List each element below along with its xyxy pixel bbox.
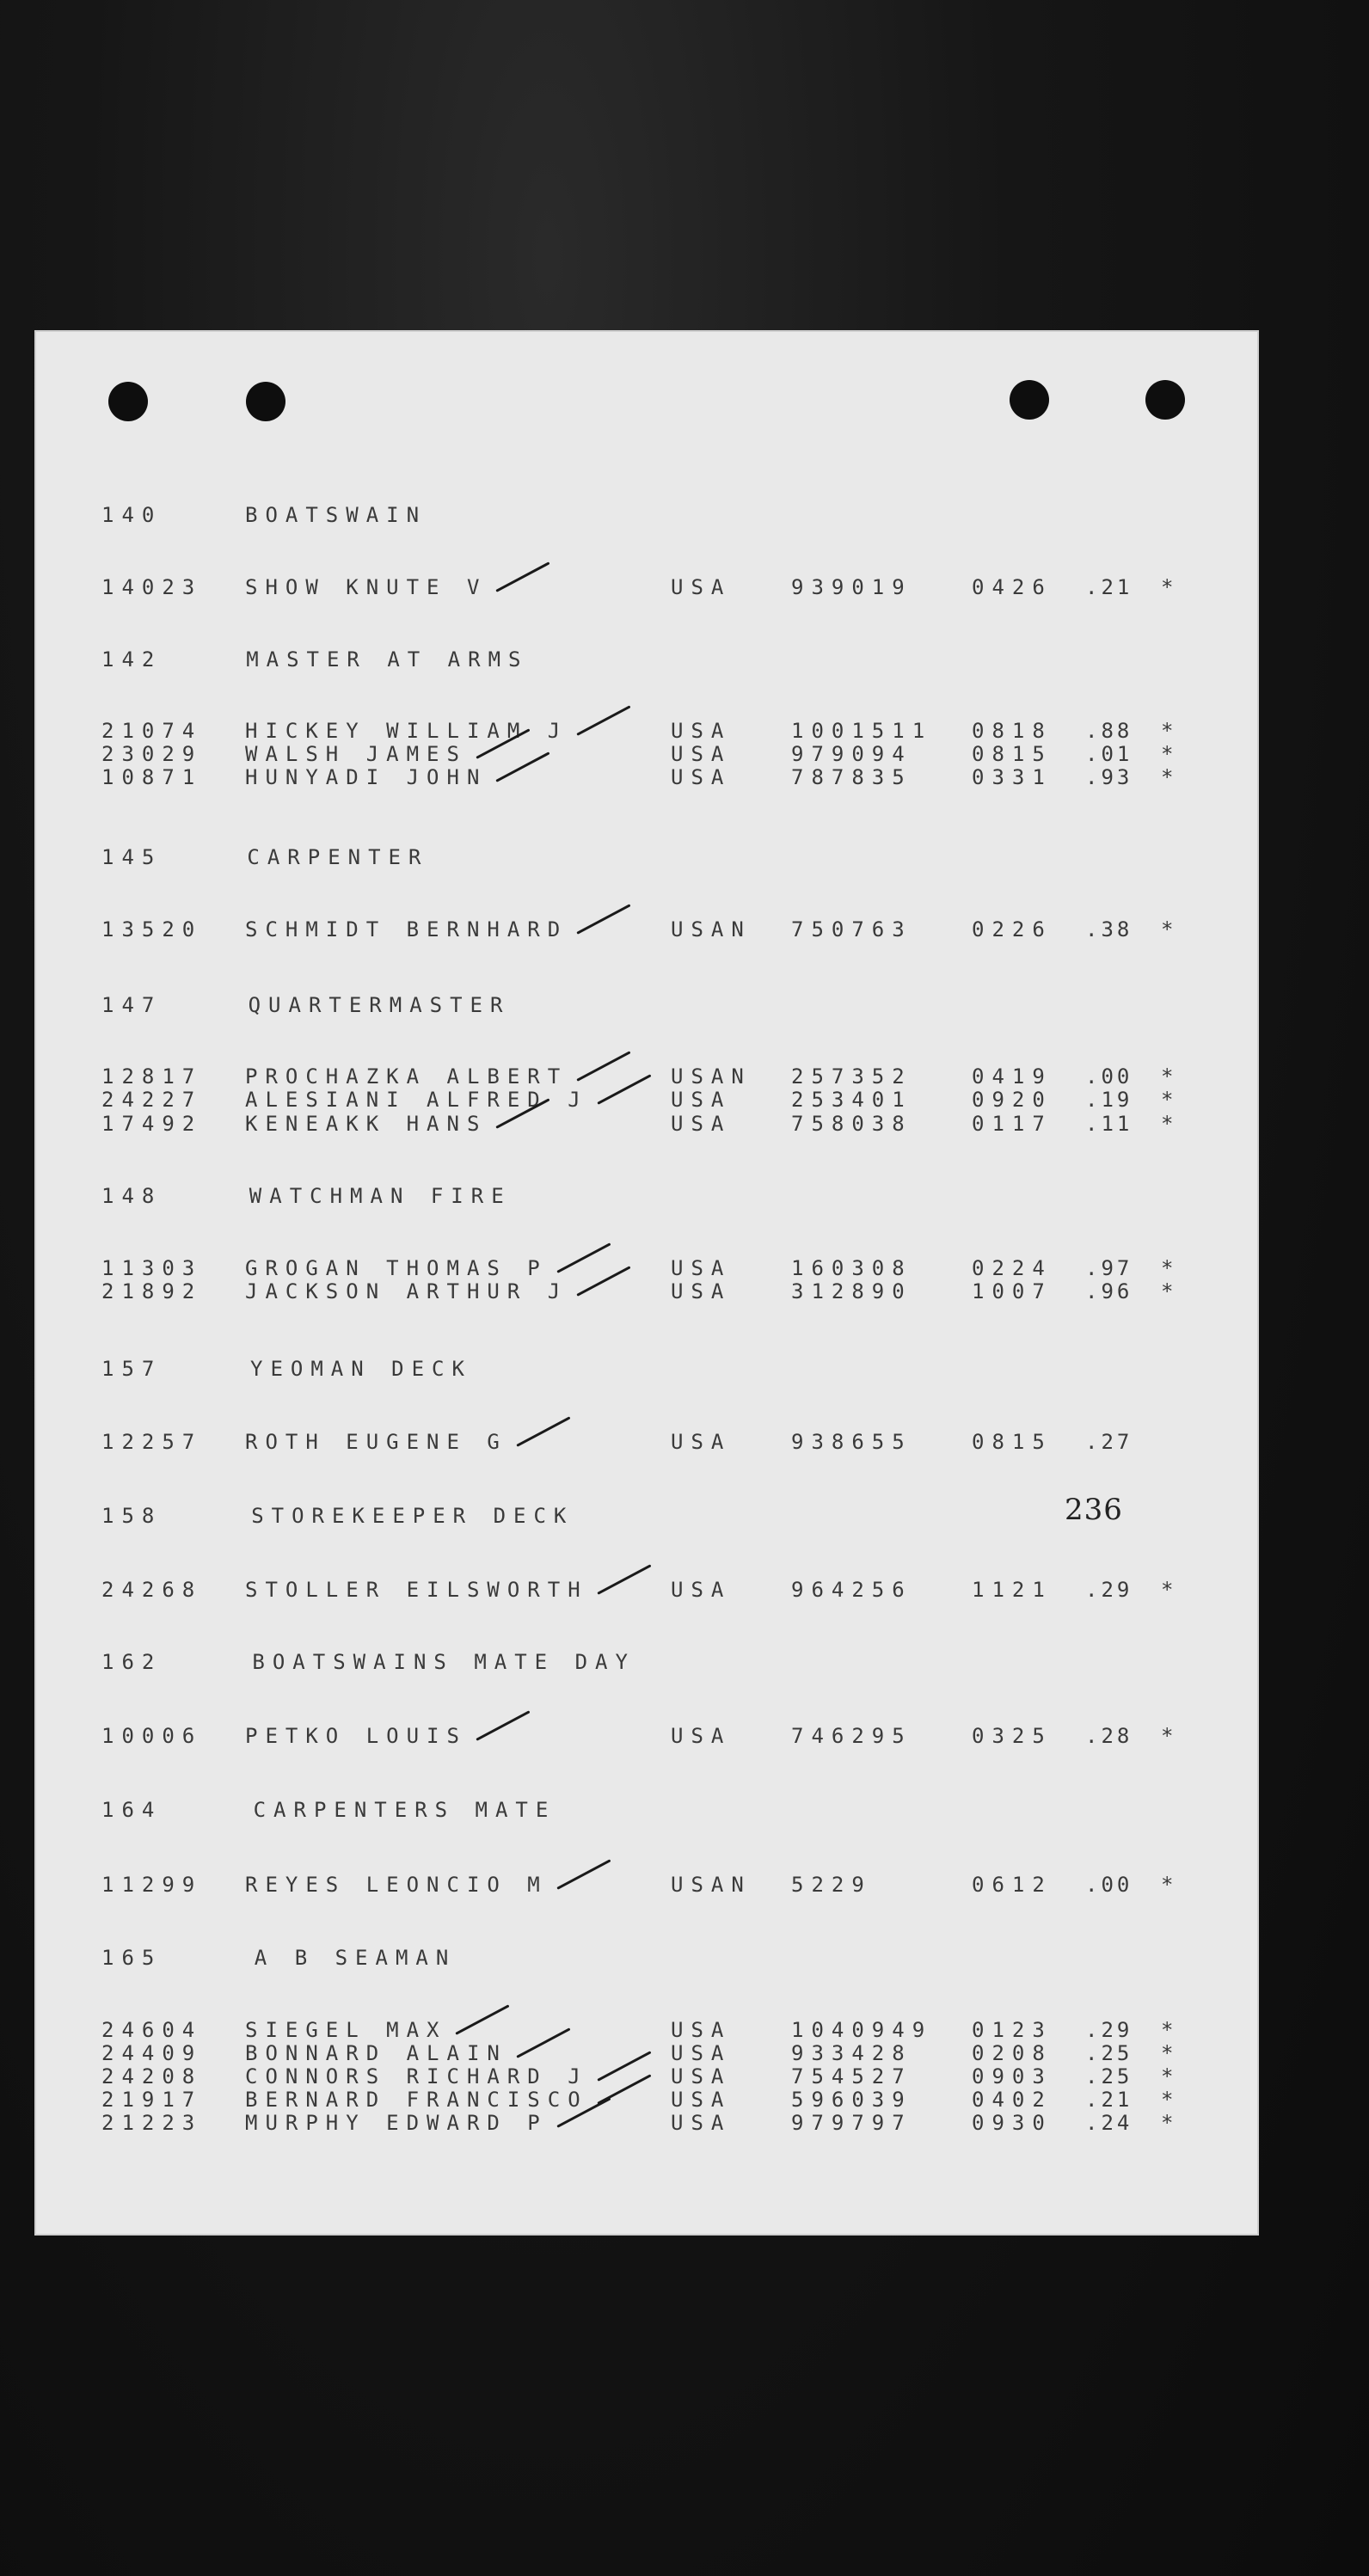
rate-value: .93 bbox=[1085, 765, 1133, 789]
asterisk-mark: * bbox=[1161, 1724, 1174, 1748]
date-code: 0930 bbox=[972, 2111, 1053, 2135]
asterisk-mark: * bbox=[1161, 1873, 1174, 1897]
handwritten-page-number: 236 bbox=[1065, 1493, 1123, 1527]
rate-value: .96 bbox=[1085, 1279, 1133, 1303]
crew-name: BERNARD FRANCISCO bbox=[245, 2088, 588, 2112]
citizenship: USA bbox=[671, 742, 732, 766]
rate-value: .27 bbox=[1085, 1430, 1133, 1454]
crew-id: 11303 bbox=[101, 1256, 203, 1280]
section-heading bbox=[34, 844, 1238, 870]
crew-id: 23029 bbox=[101, 742, 203, 766]
crew-entry bbox=[34, 1064, 1238, 1089]
section-code: 157 bbox=[101, 1357, 163, 1381]
crew-id: 21917 bbox=[101, 2088, 203, 2112]
asterisk-mark: * bbox=[1161, 1279, 1174, 1303]
crew-entry bbox=[34, 764, 1238, 790]
asterisk-mark: * bbox=[1161, 2018, 1174, 2042]
certificate-number: 979797 bbox=[791, 2111, 912, 2135]
punch-hole-1 bbox=[108, 382, 148, 421]
section-heading bbox=[34, 1649, 1238, 1675]
citizenship: USA bbox=[671, 2064, 732, 2088]
crew-name: REYES LEONCIO M bbox=[245, 1873, 548, 1897]
date-code: 0226 bbox=[972, 917, 1053, 941]
section-heading bbox=[34, 1797, 1238, 1823]
certificate-number: 746295 bbox=[791, 1724, 912, 1748]
asterisk-mark: * bbox=[1161, 1064, 1174, 1089]
crew-name: SCHMIDT BERNHARD bbox=[245, 917, 568, 941]
section-heading bbox=[34, 992, 1238, 1018]
crew-entry bbox=[34, 2087, 1238, 2113]
certificate-number: 5229 bbox=[791, 1873, 872, 1897]
asterisk-mark: * bbox=[1161, 1112, 1174, 1136]
citizenship: USA bbox=[671, 1724, 732, 1748]
crew-entry bbox=[34, 574, 1238, 600]
certificate-number: 938655 bbox=[791, 1430, 912, 1454]
crew-id: 21892 bbox=[101, 1279, 203, 1303]
citizenship: USA bbox=[671, 1112, 732, 1136]
crew-name: BONNARD ALAIN bbox=[245, 2041, 507, 2065]
crew-entry bbox=[34, 2040, 1238, 2066]
date-code: 0815 bbox=[972, 742, 1053, 766]
date-code: 0818 bbox=[972, 719, 1053, 743]
section-title: A B SEAMAN bbox=[254, 1946, 457, 1970]
date-code: 0208 bbox=[972, 2041, 1053, 2065]
date-code: 0815 bbox=[972, 1430, 1053, 1454]
crew-name: HUNYADI JOHN bbox=[245, 765, 488, 789]
rate-value: .25 bbox=[1085, 2041, 1133, 2065]
citizenship: USA bbox=[671, 2018, 732, 2042]
crew-name: ALESIANI ALFRED J bbox=[245, 1088, 588, 1112]
certificate-number: 750763 bbox=[791, 917, 912, 941]
crew-name: KENEAKK HANS bbox=[245, 1112, 488, 1136]
section-code: 145 bbox=[101, 845, 163, 869]
section-code: 142 bbox=[101, 647, 163, 672]
citizenship: USA bbox=[671, 1088, 732, 1112]
certificate-number: 939019 bbox=[791, 575, 912, 599]
section-code: 165 bbox=[101, 1946, 163, 1970]
rate-value: .29 bbox=[1085, 2018, 1133, 2042]
citizenship: USA bbox=[671, 2041, 732, 2065]
crew-name: STOLLER EILSWORTH bbox=[245, 1578, 588, 1602]
certificate-number: 1001511 bbox=[791, 719, 933, 743]
punch-hole-3 bbox=[1010, 380, 1049, 420]
crew-id: 10871 bbox=[101, 765, 203, 789]
crew-name: PETKO LOUIS bbox=[245, 1724, 467, 1748]
date-code: 0402 bbox=[972, 2088, 1053, 2112]
citizenship: USA bbox=[671, 1256, 732, 1280]
rate-value: .28 bbox=[1085, 1724, 1133, 1748]
crew-id: 14023 bbox=[101, 575, 203, 599]
punch-hole-4 bbox=[1145, 380, 1185, 420]
crew-name: SHOW KNUTE V bbox=[245, 575, 488, 599]
section-code: 140 bbox=[101, 503, 163, 527]
section-heading bbox=[34, 1945, 1238, 1971]
asterisk-mark: * bbox=[1161, 2111, 1174, 2135]
rate-value: .01 bbox=[1085, 742, 1133, 766]
asterisk-mark: * bbox=[1161, 1088, 1174, 1112]
crew-name: JACKSON ARTHUR J bbox=[245, 1279, 568, 1303]
crew-id: 13520 bbox=[101, 917, 203, 941]
crew-entry bbox=[34, 1872, 1238, 1898]
crew-id: 24268 bbox=[101, 1578, 203, 1602]
certificate-number: 257352 bbox=[791, 1064, 912, 1089]
section-heading bbox=[34, 647, 1238, 672]
rate-value: .29 bbox=[1085, 1578, 1133, 1602]
crew-name: WALSH JAMES bbox=[245, 742, 467, 766]
certificate-number: 754527 bbox=[791, 2064, 912, 2088]
section-heading bbox=[34, 1356, 1238, 1382]
date-code: 0903 bbox=[972, 2064, 1053, 2088]
rate-value: .21 bbox=[1085, 2088, 1133, 2112]
crew-name: GROGAN THOMAS P bbox=[245, 1256, 548, 1280]
citizenship: USAN bbox=[671, 917, 752, 941]
date-code: 0419 bbox=[972, 1064, 1053, 1089]
crew-id: 17492 bbox=[101, 1112, 203, 1136]
asterisk-mark: * bbox=[1161, 2088, 1174, 2112]
certificate-number: 979094 bbox=[791, 742, 912, 766]
asterisk-mark: * bbox=[1161, 2064, 1174, 2088]
citizenship: USA bbox=[671, 2088, 732, 2112]
crew-entry bbox=[34, 1279, 1238, 1304]
crew-entry bbox=[34, 2017, 1238, 2043]
date-code: 0123 bbox=[972, 2018, 1053, 2042]
date-code: 1007 bbox=[972, 1279, 1053, 1303]
section-title: CARPENTER bbox=[247, 845, 429, 869]
section-title: MASTER AT ARMS bbox=[246, 647, 529, 672]
crew-name: PROCHAZKA ALBERT bbox=[245, 1064, 568, 1089]
citizenship: USAN bbox=[671, 1064, 752, 1089]
citizenship: USA bbox=[671, 575, 732, 599]
asterisk-mark: * bbox=[1161, 1256, 1174, 1280]
crew-id: 12257 bbox=[101, 1430, 203, 1454]
crew-name: ROTH EUGENE G bbox=[245, 1430, 507, 1454]
citizenship: USA bbox=[671, 1430, 732, 1454]
certificate-number: 964256 bbox=[791, 1578, 912, 1602]
section-title: BOATSWAINS MATE DAY bbox=[252, 1650, 635, 1674]
section-title: STOREKEEPER DECK bbox=[251, 1504, 574, 1528]
asterisk-mark: * bbox=[1161, 2041, 1174, 2065]
rate-value: .11 bbox=[1085, 1112, 1133, 1136]
asterisk-mark: * bbox=[1161, 1578, 1174, 1602]
certificate-number: 596039 bbox=[791, 2088, 912, 2112]
certificate-number: 253401 bbox=[791, 1088, 912, 1112]
crew-entry bbox=[34, 2110, 1238, 2136]
date-code: 0426 bbox=[972, 575, 1053, 599]
crew-entry bbox=[34, 1577, 1238, 1603]
rate-value: .88 bbox=[1085, 719, 1133, 743]
date-code: 0331 bbox=[972, 765, 1053, 789]
crew-entry bbox=[34, 917, 1238, 942]
crew-entry bbox=[34, 718, 1238, 744]
crew-id: 11299 bbox=[101, 1873, 203, 1897]
section-title: WATCHMAN FIRE bbox=[249, 1184, 512, 1208]
section-title: BOATSWAIN bbox=[245, 503, 427, 527]
section-title: YEOMAN DECK bbox=[250, 1357, 472, 1381]
rate-value: .24 bbox=[1085, 2111, 1133, 2135]
document-sheet bbox=[34, 330, 1259, 2236]
section-code: 147 bbox=[101, 993, 163, 1017]
rate-value: .38 bbox=[1085, 917, 1133, 941]
citizenship: USA bbox=[671, 1578, 732, 1602]
crew-id: 24604 bbox=[101, 2018, 203, 2042]
crew-id: 24409 bbox=[101, 2041, 203, 2065]
asterisk-mark: * bbox=[1161, 765, 1174, 789]
asterisk-mark: * bbox=[1161, 917, 1174, 941]
crew-name: SIEGEL MAX bbox=[245, 2018, 447, 2042]
crew-name: HICKEY WILLIAM J bbox=[245, 719, 568, 743]
certificate-number: 312890 bbox=[791, 1279, 912, 1303]
certificate-number: 758038 bbox=[791, 1112, 912, 1136]
certificate-number: 1040949 bbox=[791, 2018, 933, 2042]
rate-value: .00 bbox=[1085, 1873, 1133, 1897]
section-heading bbox=[34, 1503, 1238, 1529]
crew-entry bbox=[34, 2064, 1238, 2089]
crew-id: 10006 bbox=[101, 1724, 203, 1748]
crew-entry bbox=[34, 1111, 1238, 1137]
date-code: 0117 bbox=[972, 1112, 1053, 1136]
rate-value: .25 bbox=[1085, 2064, 1133, 2088]
section-code: 164 bbox=[101, 1798, 163, 1822]
date-code: 0325 bbox=[972, 1724, 1053, 1748]
section-code: 162 bbox=[101, 1650, 163, 1674]
certificate-number: 160308 bbox=[791, 1256, 912, 1280]
section-title: CARPENTERS MATE bbox=[253, 1798, 556, 1822]
citizenship: USA bbox=[671, 2111, 732, 2135]
crew-name: MURPHY EDWARD P bbox=[245, 2111, 548, 2135]
citizenship: USAN bbox=[671, 1873, 752, 1897]
crew-entry bbox=[34, 1255, 1238, 1281]
section-heading bbox=[34, 502, 1238, 528]
asterisk-mark: * bbox=[1161, 742, 1174, 766]
certificate-number: 787835 bbox=[791, 765, 912, 789]
punch-hole-2 bbox=[246, 382, 285, 421]
crew-entry bbox=[34, 741, 1238, 767]
citizenship: USA bbox=[671, 1279, 732, 1303]
crew-id: 21074 bbox=[101, 719, 203, 743]
crew-id: 24227 bbox=[101, 1088, 203, 1112]
section-heading bbox=[34, 1183, 1238, 1209]
asterisk-mark: * bbox=[1161, 719, 1174, 743]
asterisk-mark: * bbox=[1161, 575, 1174, 599]
section-code: 158 bbox=[101, 1504, 163, 1528]
rate-value: .97 bbox=[1085, 1256, 1133, 1280]
crew-id: 24208 bbox=[101, 2064, 203, 2088]
citizenship: USA bbox=[671, 719, 732, 743]
crew-id: 12817 bbox=[101, 1064, 203, 1089]
section-code: 148 bbox=[101, 1184, 163, 1208]
date-code: 0224 bbox=[972, 1256, 1053, 1280]
section-title: QUARTERMASTER bbox=[248, 993, 511, 1017]
rate-value: .21 bbox=[1085, 575, 1133, 599]
citizenship: USA bbox=[671, 765, 732, 789]
date-code: 0920 bbox=[972, 1088, 1053, 1112]
crew-entry bbox=[34, 1087, 1238, 1113]
certificate-number: 933428 bbox=[791, 2041, 912, 2065]
date-code: 1121 bbox=[972, 1578, 1053, 1602]
crew-name: CONNORS RICHARD J bbox=[245, 2064, 588, 2088]
crew-entry bbox=[34, 1723, 1238, 1749]
rate-value: .00 bbox=[1085, 1064, 1133, 1089]
rate-value: .19 bbox=[1085, 1088, 1133, 1112]
crew-entry bbox=[34, 1429, 1238, 1455]
date-code: 0612 bbox=[972, 1873, 1053, 1897]
crew-id: 21223 bbox=[101, 2111, 203, 2135]
